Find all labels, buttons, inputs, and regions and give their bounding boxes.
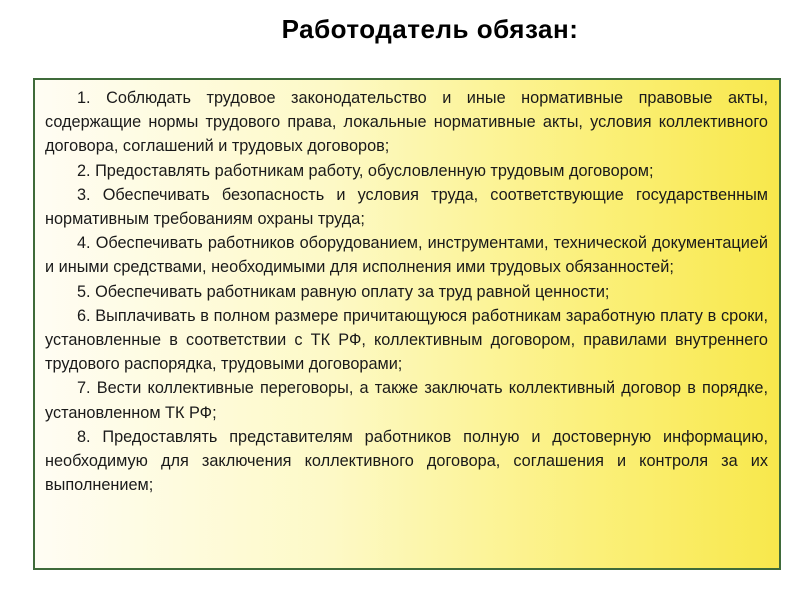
duty-item-1: 1. Соблюдать трудовое законодательство и иные нормативные правовые акты, содержащие нормы трудового права, локальные нормативные акты, условия коллективного договора, соглашений и трудовых договоров; — [45, 89, 768, 156]
duties-list — [45, 86, 768, 497]
duty-item-8: 8. Предоставлять представителям работников полную и достоверную информацию, необходимую для заключения коллективного договора, соглашения и контроля за их выполнением; — [45, 427, 768, 495]
duty-item-4: 4. Обеспечивать работников оборудованием, инструментами, технической документацией и иными средствами, необходимыми для исполнения ими трудовых обязанностей; — [45, 234, 768, 277]
slide-title: Работодатель обязан: — [281, 14, 579, 44]
duties-box — [33, 78, 781, 570]
duty-item-2: 2. Предоставлять работникам работу, обусловленную трудовым договором; — [77, 161, 654, 180]
duty-item-3: 3. Обеспечивать безопасность и условия труда, соответствующие государственным нормативным требованиям охраны труда; — [45, 185, 768, 229]
duty-item-6: 6. Выплачивать в полном размере причитающуюся работникам заработную плату в сроки, установленные в соответствии с ТК РФ, коллективным договором, правилами внутреннего трудового распорядка, трудовыми договорами; — [45, 306, 768, 374]
duty-item-7: 7. Вести коллективные переговоры, а также заключать коллективный договор в порядке, установленном ТК РФ; — [45, 379, 768, 422]
duty-item-5: 5. Обеспечивать работникам равную оплату за труд равной ценности; — [77, 282, 610, 301]
